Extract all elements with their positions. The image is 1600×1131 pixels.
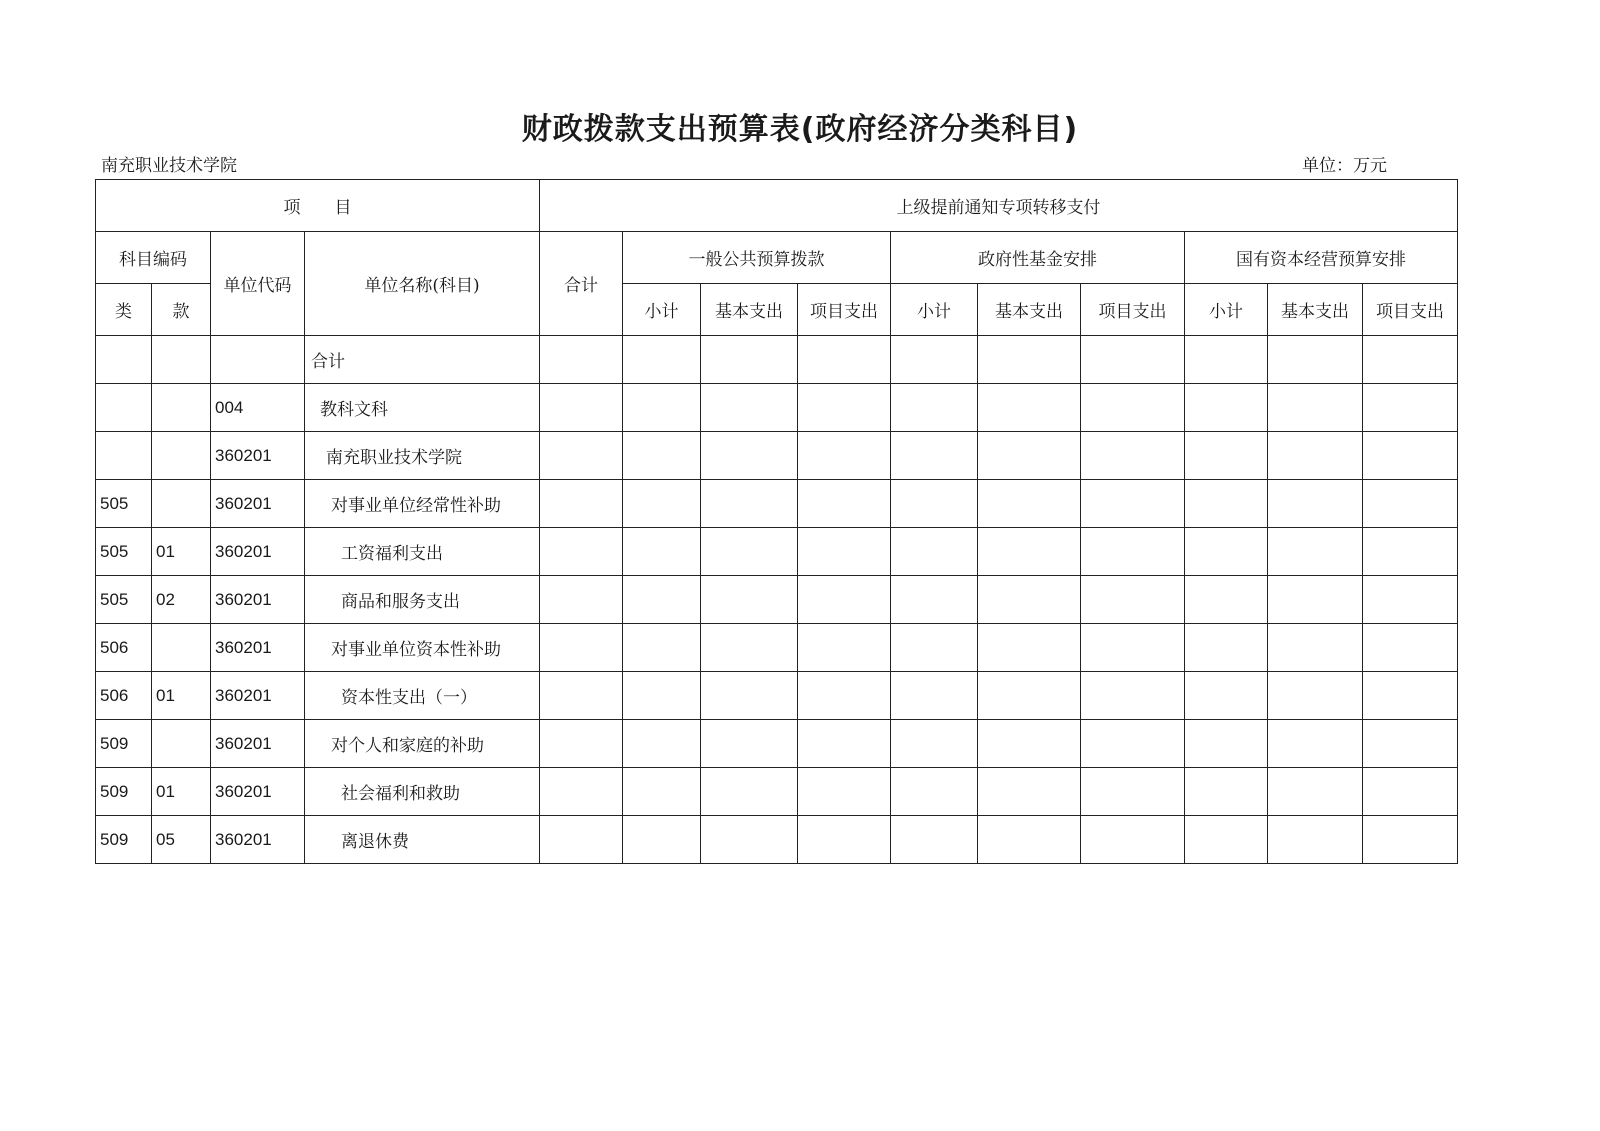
cell-amount	[1185, 816, 1268, 864]
cell-amount	[798, 768, 891, 816]
cell-amount	[540, 576, 623, 624]
header-project-expense: 项目支出	[1363, 284, 1458, 336]
cell-amount	[1363, 816, 1458, 864]
cell-amount	[623, 384, 701, 432]
cell-amount	[1185, 672, 1268, 720]
header-project-expense: 项目支出	[798, 284, 891, 336]
cell-amount	[701, 768, 798, 816]
cell-amount	[540, 384, 623, 432]
cell-amount	[623, 480, 701, 528]
cell-amount	[540, 432, 623, 480]
cell-amount	[798, 720, 891, 768]
cell-item	[152, 720, 211, 768]
header-subtotal: 小计	[891, 284, 978, 336]
cell-amount	[701, 336, 798, 384]
cell-amount	[891, 336, 978, 384]
cell-amount	[1268, 480, 1363, 528]
table-row	[96, 720, 1458, 768]
header-unit-name: 单位名称(科目)	[305, 232, 540, 336]
cell-unit-name: 教科文科	[305, 384, 540, 432]
cell-amount	[623, 816, 701, 864]
cell-unit-name: 社会福利和救助	[305, 768, 540, 816]
cell-item	[152, 624, 211, 672]
cell-amount	[1363, 768, 1458, 816]
cell-amount	[1268, 576, 1363, 624]
cell-item: 01	[152, 768, 211, 816]
cell-unit-name: 对个人和家庭的补助	[305, 720, 540, 768]
cell-category	[96, 384, 152, 432]
cell-amount	[1363, 480, 1458, 528]
cell-category: 505	[96, 480, 152, 528]
cell-amount	[1268, 672, 1363, 720]
cell-amount	[891, 576, 978, 624]
header-project-expense: 项目支出	[1081, 284, 1185, 336]
cell-amount	[1185, 336, 1268, 384]
cell-amount	[1363, 432, 1458, 480]
cell-amount	[891, 384, 978, 432]
cell-amount	[978, 720, 1081, 768]
cell-amount	[623, 672, 701, 720]
cell-amount	[798, 816, 891, 864]
cell-amount	[798, 432, 891, 480]
cell-item: 02	[152, 576, 211, 624]
cell-category: 505	[96, 528, 152, 576]
cell-amount	[978, 624, 1081, 672]
cell-unit-name: 对事业单位经常性补助	[305, 480, 540, 528]
cell-category: 509	[96, 768, 152, 816]
cell-amount	[1185, 768, 1268, 816]
cell-amount	[798, 384, 891, 432]
cell-amount	[1268, 384, 1363, 432]
cell-amount	[701, 480, 798, 528]
cell-category: 509	[96, 720, 152, 768]
cell-amount	[1363, 672, 1458, 720]
cell-amount	[540, 336, 623, 384]
cell-unit-code	[211, 336, 305, 384]
header-subtotal: 小计	[1185, 284, 1268, 336]
cell-category: 505	[96, 576, 152, 624]
cell-amount	[540, 480, 623, 528]
cell-amount	[798, 672, 891, 720]
budget-table	[95, 179, 1458, 864]
table-row	[96, 528, 1458, 576]
cell-unit-name: 资本性支出（一）	[305, 672, 540, 720]
cell-amount	[1185, 432, 1268, 480]
cell-item	[152, 336, 211, 384]
table-body	[96, 336, 1458, 864]
cell-amount	[1268, 624, 1363, 672]
cell-category	[96, 432, 152, 480]
cell-amount	[623, 528, 701, 576]
cell-amount	[1363, 576, 1458, 624]
cell-amount	[1081, 624, 1185, 672]
cell-amount	[798, 624, 891, 672]
table-row	[96, 336, 1458, 384]
cell-amount	[1081, 672, 1185, 720]
cell-category: 506	[96, 624, 152, 672]
cell-category: 506	[96, 672, 152, 720]
header-group-government-fund: 政府性基金安排	[891, 232, 1185, 284]
cell-amount	[798, 576, 891, 624]
cell-category	[96, 336, 152, 384]
header-subject-code: 科目编码	[96, 232, 211, 284]
cell-amount	[1268, 432, 1363, 480]
cell-amount	[701, 432, 798, 480]
cell-amount	[978, 528, 1081, 576]
cell-amount	[891, 528, 978, 576]
cell-amount	[1268, 768, 1363, 816]
cell-amount	[540, 528, 623, 576]
cell-amount	[978, 816, 1081, 864]
cell-amount	[1081, 816, 1185, 864]
cell-amount	[978, 576, 1081, 624]
cell-amount	[1081, 768, 1185, 816]
header-transfer-payment: 上级提前通知专项转移支付	[540, 180, 1458, 232]
cell-unit-code: 360201	[211, 432, 305, 480]
cell-amount	[1081, 432, 1185, 480]
header-category: 类	[96, 284, 152, 336]
table-row	[96, 672, 1458, 720]
page-title: 财政拨款支出预算表(政府经济分类科目)	[521, 112, 1079, 147]
cell-amount	[891, 720, 978, 768]
table-row	[96, 768, 1458, 816]
cell-amount	[891, 432, 978, 480]
cell-unit-code: 360201	[211, 768, 305, 816]
cell-amount	[701, 720, 798, 768]
cell-amount	[701, 624, 798, 672]
cell-unit-name: 商品和服务支出	[305, 576, 540, 624]
header-project: 项 目	[96, 180, 540, 232]
cell-amount	[540, 624, 623, 672]
cell-amount	[1363, 720, 1458, 768]
cell-unit-code: 360201	[211, 720, 305, 768]
cell-unit-code: 360201	[211, 816, 305, 864]
cell-amount	[891, 480, 978, 528]
cell-amount	[1268, 720, 1363, 768]
cell-amount	[540, 816, 623, 864]
cell-unit-name: 离退休费	[305, 816, 540, 864]
cell-amount	[701, 816, 798, 864]
header-total: 合计	[540, 232, 623, 336]
cell-amount	[540, 768, 623, 816]
cell-amount	[623, 432, 701, 480]
cell-amount	[1268, 528, 1363, 576]
unit-label: 单位：万元	[1302, 156, 1387, 176]
cell-item: 01	[152, 672, 211, 720]
cell-amount	[1185, 576, 1268, 624]
cell-item	[152, 384, 211, 432]
cell-unit-name: 南充职业技术学院	[305, 432, 540, 480]
header-subtotal: 小计	[623, 284, 701, 336]
cell-amount	[1185, 480, 1268, 528]
cell-amount	[891, 624, 978, 672]
cell-category: 509	[96, 816, 152, 864]
cell-amount	[701, 672, 798, 720]
cell-unit-code: 360201	[211, 672, 305, 720]
cell-amount	[1363, 624, 1458, 672]
cell-item	[152, 432, 211, 480]
cell-amount	[1363, 384, 1458, 432]
cell-amount	[891, 672, 978, 720]
cell-unit-code: 360201	[211, 624, 305, 672]
cell-amount	[1185, 624, 1268, 672]
cell-amount	[978, 480, 1081, 528]
cell-amount	[978, 432, 1081, 480]
cell-amount	[540, 720, 623, 768]
cell-amount	[1081, 720, 1185, 768]
cell-amount	[1363, 528, 1458, 576]
cell-amount	[798, 480, 891, 528]
cell-amount	[1081, 576, 1185, 624]
table-row	[96, 432, 1458, 480]
cell-unit-name: 合计	[305, 336, 540, 384]
header-group-state-capital: 国有资本经营预算安排	[1185, 232, 1458, 284]
cell-unit-code: 360201	[211, 528, 305, 576]
cell-amount	[1081, 384, 1185, 432]
cell-amount	[701, 384, 798, 432]
cell-amount	[701, 528, 798, 576]
cell-amount	[891, 816, 978, 864]
cell-amount	[891, 768, 978, 816]
cell-amount	[1363, 336, 1458, 384]
table-row	[96, 384, 1458, 432]
cell-unit-name: 对事业单位资本性补助	[305, 624, 540, 672]
cell-amount	[623, 624, 701, 672]
cell-amount	[1268, 336, 1363, 384]
cell-amount	[978, 768, 1081, 816]
cell-item	[152, 480, 211, 528]
cell-amount	[623, 720, 701, 768]
cell-amount	[701, 576, 798, 624]
cell-amount	[978, 384, 1081, 432]
cell-unit-name: 工资福利支出	[305, 528, 540, 576]
cell-amount	[1185, 528, 1268, 576]
header-basic-expense: 基本支出	[978, 284, 1081, 336]
cell-item: 01	[152, 528, 211, 576]
cell-unit-code: 360201	[211, 480, 305, 528]
cell-amount	[798, 528, 891, 576]
cell-item: 05	[152, 816, 211, 864]
header-basic-expense: 基本支出	[1268, 284, 1363, 336]
cell-amount	[978, 672, 1081, 720]
cell-amount	[623, 576, 701, 624]
header-group-general-budget: 一般公共预算拨款	[623, 232, 891, 284]
cell-amount	[1081, 336, 1185, 384]
cell-amount	[540, 672, 623, 720]
cell-amount	[623, 768, 701, 816]
table-row	[96, 576, 1458, 624]
cell-amount	[1081, 480, 1185, 528]
cell-amount	[1185, 384, 1268, 432]
table-row	[96, 624, 1458, 672]
cell-unit-code: 004	[211, 384, 305, 432]
cell-amount	[623, 336, 701, 384]
cell-amount	[1081, 528, 1185, 576]
cell-amount	[1268, 816, 1363, 864]
cell-amount	[798, 336, 891, 384]
table-row	[96, 480, 1458, 528]
cell-unit-code: 360201	[211, 576, 305, 624]
table-row	[96, 816, 1458, 864]
header-basic-expense: 基本支出	[701, 284, 798, 336]
organization-name: 南充职业技术学院	[101, 156, 237, 176]
header-item: 款	[152, 284, 211, 336]
cell-amount	[978, 336, 1081, 384]
header-unit-code: 单位代码	[211, 232, 305, 336]
cell-amount	[1185, 720, 1268, 768]
